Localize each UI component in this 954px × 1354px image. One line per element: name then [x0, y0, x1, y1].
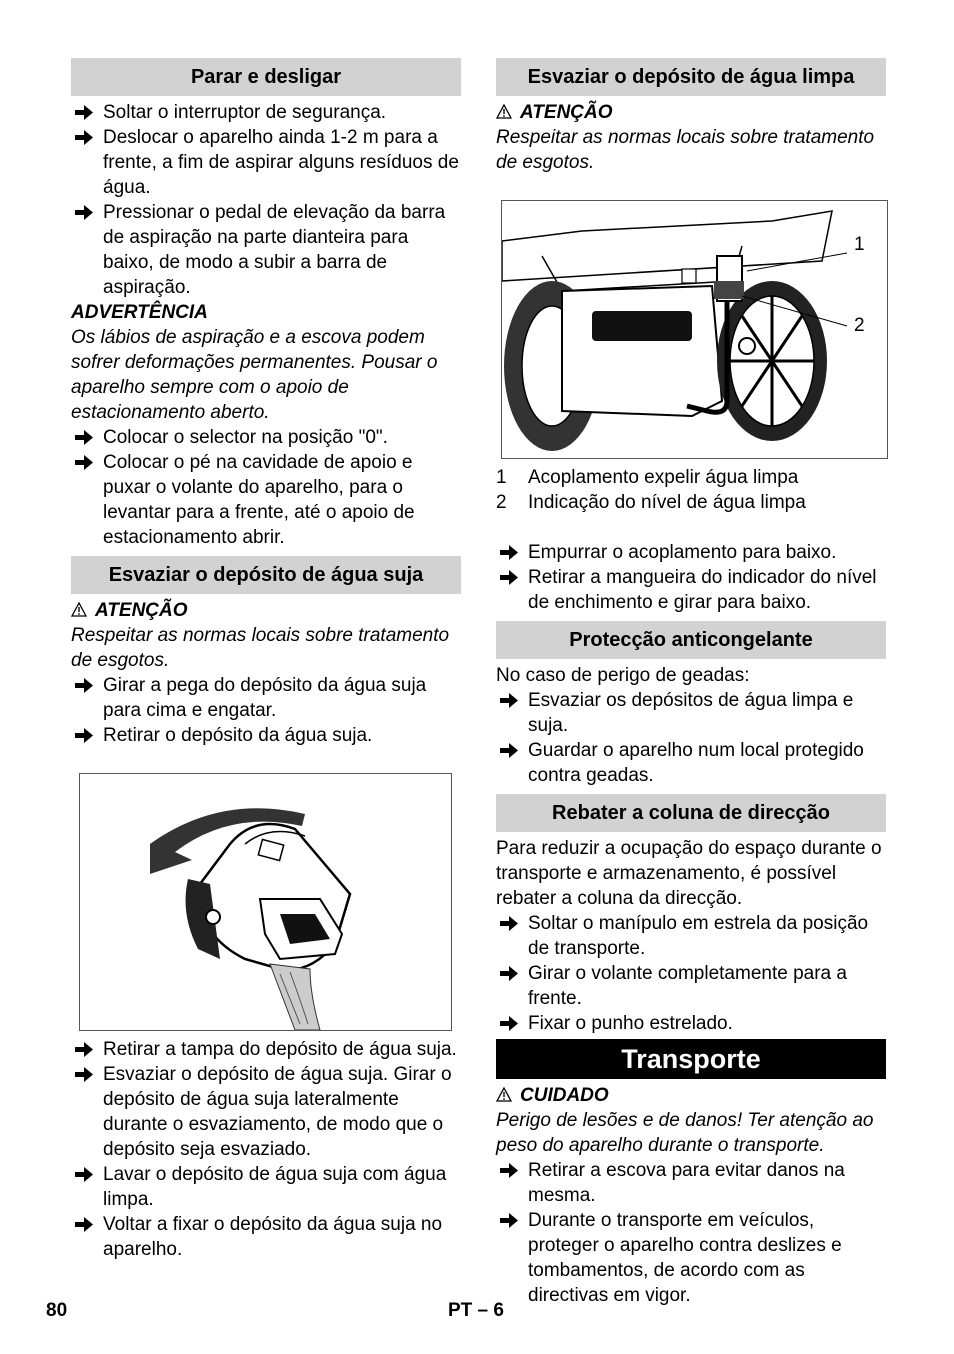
arrow-right-icon [75, 430, 93, 445]
legend-text: Acoplamento expelir água limpa [528, 467, 799, 488]
stop-steps [71, 100, 461, 300]
instruction-step [71, 1062, 461, 1162]
instruction-step [71, 673, 461, 723]
legend-number: 1 [496, 467, 507, 488]
page-reference: PT – 6 [448, 1300, 504, 1321]
warning-title: ADVERTÊNCIA [71, 302, 208, 323]
step-text: Soltar o manípulo em estrela da posição de transporte. [528, 913, 869, 959]
legend-item-2 [496, 490, 886, 515]
arrow-right-icon [75, 1042, 93, 1057]
step-text: Retirar a tampa do depósito de água suja. [103, 1039, 457, 1060]
step-text: Retirar a escova para evitar danos na mesma. [528, 1160, 845, 1206]
warning-triangle-icon [496, 1087, 512, 1102]
clean-water-illustration [502, 201, 887, 458]
attention-title-dirty [71, 598, 461, 623]
instruction-step [496, 1208, 886, 1308]
section-heading-dirty-water: Esvaziar o depósito de água suja [71, 556, 461, 594]
instruction-step [496, 1158, 886, 1208]
attention-title-clean [496, 100, 886, 125]
instruction-step [496, 565, 886, 615]
step-text: Colocar o pé na cavidade de apoio e puxar o volante do aparelho, para o levantar para a frente, até o apoio de estacionamento abrir. [103, 452, 415, 548]
arrow-right-icon [500, 545, 518, 560]
step-text: Fixar o punho estrelado. [528, 1013, 733, 1034]
caution-title [496, 1083, 886, 1108]
instruction-step [71, 125, 461, 200]
arrow-right-icon [75, 130, 93, 145]
instruction-step [71, 1212, 461, 1262]
legend-text: Indicação do nível de água limpa [528, 492, 806, 513]
step-text: Guardar o aparelho num local protegido contra geadas. [528, 740, 864, 786]
step-text: Retirar o depósito da água suja. [103, 725, 373, 746]
caution-text: Perigo de lesões e de danos! Ter atenção ao peso do aparelho durante o transporte. [496, 1110, 874, 1156]
arrow-right-icon [500, 916, 518, 931]
frost-intro: No caso de perigo de geadas: [496, 665, 750, 686]
arrow-right-icon [75, 1167, 93, 1182]
arrow-right-icon [75, 105, 93, 120]
transport-steps [496, 1158, 886, 1308]
section-heading-column: Rebater a coluna de direcção [496, 794, 886, 832]
dirty-steps-2 [71, 1037, 461, 1262]
instruction-step [496, 961, 886, 1011]
step-text: Deslocar o aparelho ainda 1-2 m para a frente, a fim de aspirar alguns resíduos de água. [103, 127, 459, 198]
step-text: Empurrar o acoplamento para baixo. [528, 542, 837, 563]
arrow-right-icon [75, 205, 93, 220]
caution-label: CUIDADO [520, 1085, 609, 1106]
callout-1: 1 [854, 234, 865, 255]
arrow-right-icon [500, 1163, 518, 1178]
clean-steps [496, 540, 886, 615]
warning-triangle-icon [71, 602, 87, 617]
figure-dirty-water-tank [79, 773, 452, 1031]
arrow-right-icon [75, 728, 93, 743]
right-column [496, 58, 886, 1308]
instruction-step [496, 688, 886, 738]
step-text: Durante o transporte em veículos, proteger o aparelho contra deslizes e tombamentos, de acordo com as directivas em vigor. [528, 1210, 842, 1306]
dirty-tank-illustration [80, 774, 451, 1030]
arrow-right-icon [500, 693, 518, 708]
step-text: Soltar o interruptor de segurança. [103, 102, 387, 123]
instruction-step [71, 425, 461, 450]
step-text: Girar o volante completamente para a frente. [528, 963, 847, 1009]
column-steps [496, 911, 886, 1036]
attention-text-clean: Respeitar as normas locais sobre tratamento de esgotos. [496, 127, 875, 173]
legend-number: 2 [496, 492, 507, 513]
warning-text: Os lábios de aspiração e a escova podem sofrer deformações permanentes. Pousar o aparelho sempre com o apoio de estacionamento aberto. [71, 327, 438, 423]
section-heading-clean-water: Esvaziar o depósito de água limpa [496, 58, 886, 96]
instruction-step [496, 540, 886, 565]
step-text: Lavar o depósito de água suja com água limpa. [103, 1164, 447, 1210]
instruction-step [71, 1162, 461, 1212]
attention-label: ATENÇÃO [520, 102, 613, 123]
dirty-steps [71, 673, 461, 748]
arrow-right-icon [75, 1067, 93, 1082]
step-text: Esvaziar os depósitos de água limpa e suja. [528, 690, 854, 736]
section-heading-transport: Transporte [496, 1039, 886, 1079]
arrow-right-icon [75, 678, 93, 693]
arrow-right-icon [500, 570, 518, 585]
arrow-right-icon [75, 455, 93, 470]
instruction-step [496, 1011, 886, 1036]
step-text: Pressionar o pedal de elevação da barra de aspiração na parte dianteira para baixo, de modo a subir a barra de aspiração. [103, 202, 446, 298]
instruction-step [71, 1037, 461, 1062]
arrow-right-icon [500, 743, 518, 758]
warning-triangle-icon [496, 104, 512, 119]
callout-2: 2 [854, 315, 865, 336]
instruction-step [71, 200, 461, 300]
page-number: 80 [46, 1300, 68, 1321]
attention-label: ATENÇÃO [95, 600, 188, 621]
left-column [71, 58, 461, 1262]
figure-clean-water-coupling [501, 200, 888, 459]
arrow-right-icon [75, 1217, 93, 1232]
stop-steps-2 [71, 425, 461, 550]
instruction-step [71, 450, 461, 550]
step-text: Esvaziar o depósito de água suja. Girar o depósito de água suja lateralmente durante o esvaziamento, de modo que o depósito seja esvaziado. [103, 1064, 452, 1160]
section-heading-frost: Protecção anticongelante [496, 621, 886, 659]
instruction-step [496, 738, 886, 788]
arrow-right-icon [500, 1016, 518, 1031]
attention-text-dirty: Respeitar as normas locais sobre tratamento de esgotos. [71, 625, 450, 671]
section-heading-stop: Parar e desligar [71, 58, 461, 96]
instruction-step [71, 723, 461, 748]
frost-steps [496, 688, 886, 788]
instruction-step [496, 911, 886, 961]
step-text: Girar a pega do depósito da água suja para cima e engatar. [103, 675, 427, 721]
step-text: Colocar o selector na posição "0". [103, 427, 388, 448]
step-text: Retirar a mangueira do indicador do nível de enchimento e girar para baixo. [528, 567, 877, 613]
arrow-right-icon [500, 966, 518, 981]
arrow-right-icon [500, 1213, 518, 1228]
column-intro: Para reduzir a ocupação do espaço durante o transporte e armazenamento, é possível rebater a coluna da direcção. [496, 838, 882, 909]
step-text: Voltar a fixar o depósito da água suja no aparelho. [103, 1214, 443, 1260]
instruction-step [71, 100, 461, 125]
legend-item-1 [496, 465, 886, 490]
